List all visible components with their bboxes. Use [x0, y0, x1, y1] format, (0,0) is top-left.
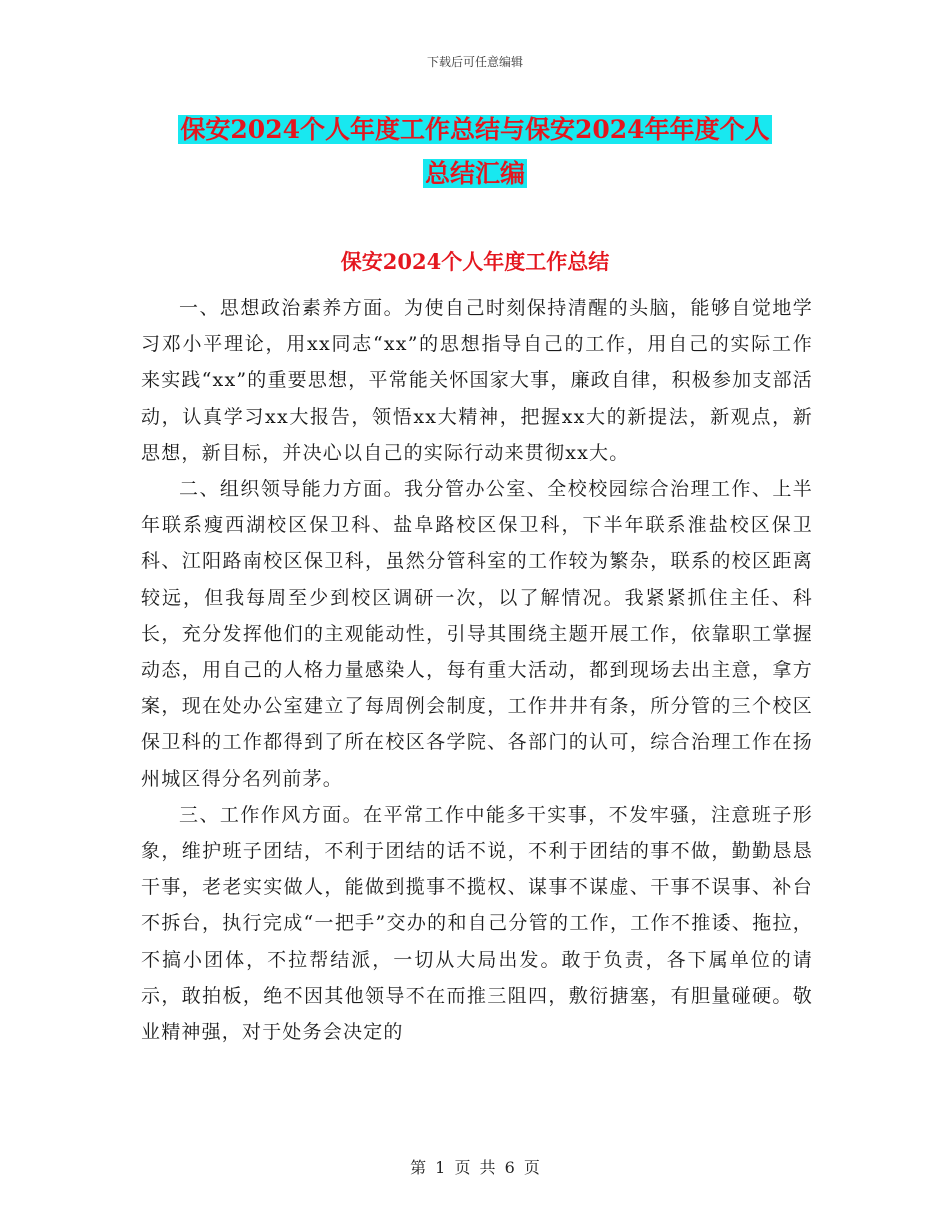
section-title: 保安2024个人年度工作总结: [340, 249, 610, 274]
paragraph-3: 三、工作作风方面。在平常工作中能多干实事，不发牢骚，注意班子形象，维护班子团结，不利于团结的话不说，不利于团结的事不做，勤勤恳恳干事，老老实实做人，能做到揽事不揽权、谋事不谋虚、干事不误事、补台不拆台，执行完成“一把手”交办的和自己分管的工作，工作不推诿、拖拉，不搞小团体，不拉帮结派，一切从大局出发。敢于负责，各下属单位的请示，敢拍板，绝不因其他领导不在而推三阻四，敷衍搪塞，有胆量碰硬。敬业精神强，对于处务会决定的: [141, 803, 813, 1044]
header-note: 下载后可任意编辑: [426, 55, 523, 69]
document-title: [0, 108, 950, 196]
paragraph-2: 二、组织领导能力方面。我分管办公室、全校校园综合治理工作、上半年联系瘦西湖校区保卫科、盐阜路校区保卫科，下半年联系淮盐校区保卫科、江阳路南校区保卫科，虽然分管科室的工作较为繁杂，联系的校区距离较远，但我每周至少到校区调研一次，以了解情况。我紧紧抓住主任、科长，充分发挥他们的主观能动性，引导其围绕主题开展工作，依靠职工掌握动态，用自己的人格力量感染人，每有重大活动，都到现场去出主意，拿方案，现在处办公室建立了每周例会制度，工作井井有条，所分管的三个校区保卫科的工作都得到了所在校区各学院、各部门的认可，综合治理工作在扬州城区得分名列前茅。: [141, 478, 813, 790]
document-title-line2: 总结汇编: [424, 159, 525, 188]
page-footer: 第 1 页 共 6 页: [410, 1158, 540, 1177]
paragraph-1: 一、思想政治素养方面。为使自己时刻保持清醒的头脑，能够自觉地学习邓小平理论，用xx同志“xx”的思想指导自己的工作，用自己的实际工作来实践“xx”的重要思想，平常能关怀国家大事，廉政自律，积极参加支部活动，认真学习xx大报告，领悟xx大精神，把握xx大的新提法，新观点，新思想，新目标，并决心以自己的实际行动来贯彻xx大。: [141, 297, 813, 464]
body-text: [141, 290, 813, 1050]
document-title-line1: 保安2024个人年度工作总结与保安2024年年度个人: [180, 115, 770, 144]
